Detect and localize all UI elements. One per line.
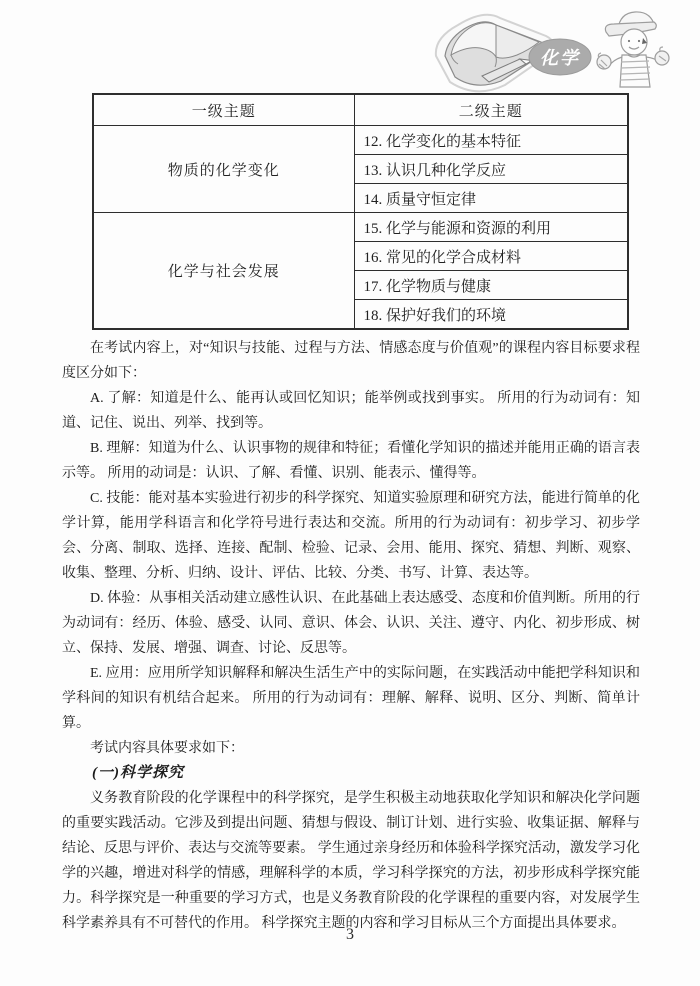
secondary-topic-cell: 17. 化学物质与健康 [354, 271, 628, 300]
paragraph-level-e: E. 应用：应用所学知识解释和解决生活生产中的实际问题，在实践活动中能把学科知识和学科间的知识有机结合起来。 所用的行为动词有：理解、解释、说明、区分、判断、简单计算。 [62, 666, 640, 731]
secondary-topic-cell: 12. 化学变化的基本特征 [354, 126, 628, 155]
secondary-topic-cell: 18. 保护好我们的环境 [354, 300, 628, 330]
table-header-row [93, 94, 628, 126]
secondary-topic-cell: 15. 化学与能源和资源的利用 [354, 213, 628, 242]
mascot-boy-icon [597, 12, 669, 87]
topics-table [92, 93, 629, 330]
table-row [93, 213, 628, 242]
secondary-topic-cell: 13. 认识几种化学反应 [354, 155, 628, 184]
paragraph-science-inquiry: 义务教育阶段的化学课程中的科学探究，是学生积极主动地获取化学知识和解决化学问题的重要实践活动。它涉及到提出问题、猜想与假设、制订计划、进行实验、收集证据、解释与结论、反思与评价、表达与交流等要素。 学生通过亲身经历和体验科学探究活动，激发学习化学的兴趣，增进对科学的情感，理解科学的本质，学习科学探究的方法，初步形成科学探究能力。科学探究是一种重要的学习方式，也是义务教育阶段的化学课程的重要内容，对发展学生科学素养具有不可替代的作用。 科学探究主题的内容和学习目标从三个方面提出具体要求。 [62, 791, 640, 931]
secondary-topic-cell: 14. 质量守恒定律 [354, 184, 628, 213]
paragraph-level-c: C. 技能：能对基本实验进行初步的科学探究、知道实验原理和研究方法，能进行简单的化学计算，能用学科语言和化学符号进行表达和交流。所用的行为动词有：初步学习、初步学会、分离、制取、选择、连接、配制、检验、记录、会用、能用、探究、猜想、判断、观察、收集、整理、分析、归纳、设计、评估、比较、分类、书写、计算、表达等。 [62, 491, 640, 581]
primary-topic-cell: 物质的化学变化 [93, 126, 354, 213]
paragraph-exam-note: 考试内容具体要求如下： [90, 741, 244, 756]
column-header-primary-topic: 一级主题 [93, 94, 354, 126]
body-text [62, 336, 640, 936]
subject-badge [529, 39, 591, 75]
section-heading-science-inquiry: (一)科学探究 [92, 765, 184, 781]
paragraph-intro: 在考试内容上，对“知识与技能、过程与方法、情感态度与价值观”的课程内容目标要求程度区分如下： [62, 341, 640, 381]
paragraph-level-b: B. 理解：知道为什么、认识事物的规律和特征；看懂化学知识的描述并能用正确的语言表示等。 所用的动词是：认识、了解、看懂、识别、能表示、懂得等。 [62, 441, 640, 481]
page-number: 3 [346, 926, 354, 943]
secondary-topic-cell: 16. 常见的化学合成材料 [354, 242, 628, 271]
table-row [93, 126, 628, 155]
column-header-secondary-topic: 二级主题 [354, 94, 628, 126]
paragraph-level-a: A. 了解：知道是什么、能再认或回忆知识；能举例或找到事实。 所用的行为动词有：知道、记住、说出、列举、找到等。 [62, 391, 640, 431]
subject-badge-label: 化学 [540, 48, 580, 68]
primary-topic-cell: 化学与社会发展 [93, 213, 354, 330]
paragraph-level-d: D. 体验：从事相关活动建立感性认识、在此基础上表达感受、态度和价值判断。所用的行为动词有：经历、体验、感受、认同、意识、体会、认识、关注、遵守、内化、初步形成、树立、保持、发展、增强、调查、讨论、反思等。 [62, 591, 640, 656]
header-illustration [432, 0, 672, 100]
